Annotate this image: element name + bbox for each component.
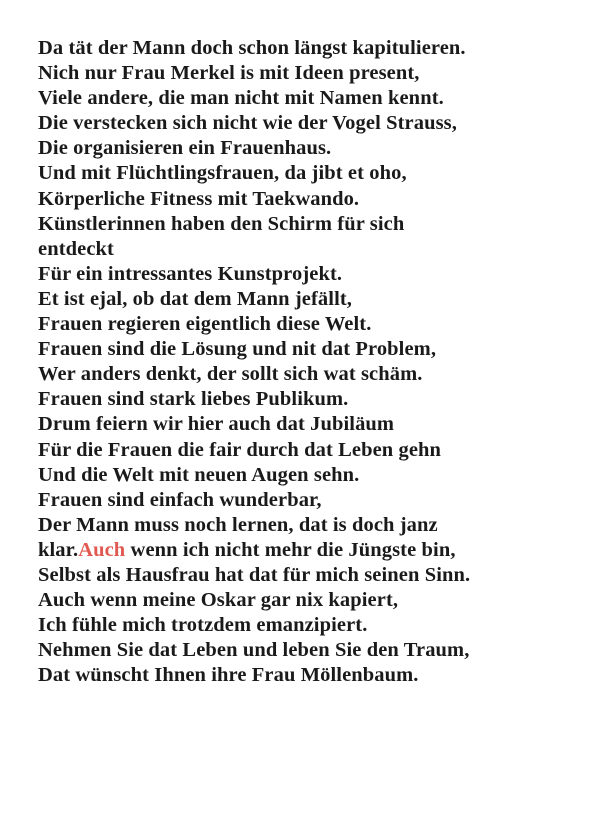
poem-line: Die verstecken sich nicht wie der Vogel Strauss, <box>38 112 457 135</box>
highlighted-word: Auch <box>78 538 126 561</box>
poem-line: Wer anders denkt, der sollt sich wat schäm. <box>38 363 423 386</box>
poem-line: Die organisieren ein Frauenhaus. <box>38 137 332 160</box>
poem-line: Da tät der Mann doch schon längst kapitulieren. <box>38 37 466 59</box>
poem-line: Für ein intressantes Kunstprojekt. <box>38 262 343 285</box>
poem-line: Und die Welt mit neuen Augen sehn. <box>38 463 360 486</box>
poem-line: Viele andere, die man nicht mit Namen kennt. <box>38 87 444 110</box>
poem-line: Frauen sind einfach wunderbar, <box>38 488 322 511</box>
poem-line: Frauen sind stark liebes Publikum. <box>38 388 349 411</box>
poem-line: Dat wünscht Ihnen ihre Frau Möllenbaum. <box>38 664 419 687</box>
poem-line: Frauen regieren eigentlich diese Welt. <box>38 313 372 336</box>
poem-line-highlight <box>38 538 588 563</box>
poem-line-rest: wenn ich nicht mehr die Jüngste bin, <box>125 538 456 561</box>
poem-line: Frauen sind die Lösung und nit dat Problem, <box>38 338 437 361</box>
poem-line: Für die Frauen die fair durch dat Leben gehn <box>38 438 442 461</box>
poem-line: Ich fühle mich trotzdem emanzipiert. <box>38 614 368 637</box>
poem-line: Und mit Flüchtlingsfrauen, da jibt et oho, <box>38 162 407 185</box>
poem-line: Drum feiern wir hier auch dat Jubiläum <box>38 413 395 436</box>
poem-line-start: klar. <box>38 538 79 561</box>
poem-line: Auch wenn meine Oskar gar nix kapiert, <box>38 589 399 612</box>
poem-line: Körperliche Fitness mit Taekwando. <box>38 187 360 210</box>
poem-line: Künstlerinnen haben den Schirm für sich <box>38 212 405 235</box>
poem-line: Der Mann muss noch lernen, dat is doch janz <box>38 513 438 536</box>
poem-line: Nich nur Frau Merkel is mit Ideen present, <box>38 62 420 85</box>
poem-line: entdeckt <box>38 237 114 260</box>
poem-line: Selbst als Hausfrau hat dat für mich seinen Sinn. <box>38 563 471 586</box>
poem-text <box>38 36 588 688</box>
poem-line: Et ist ejal, ob dat dem Mann jefällt, <box>38 287 353 310</box>
poem-line: Nehmen Sie dat Leben und leben Sie den Traum, <box>38 639 470 662</box>
